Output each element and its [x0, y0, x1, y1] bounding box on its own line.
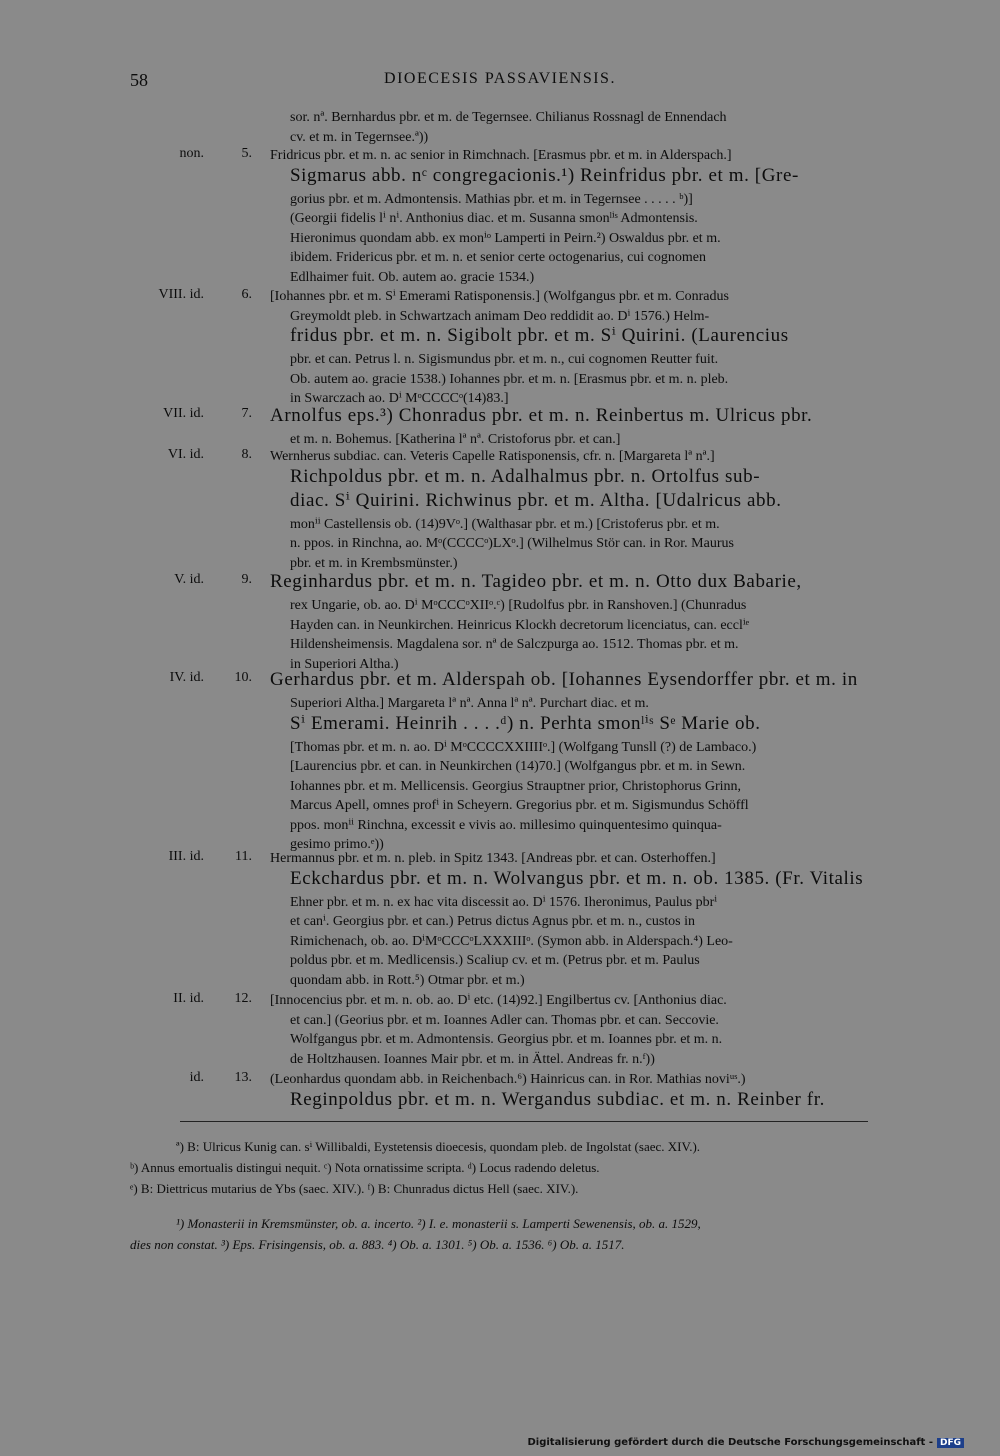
entry-date: II. id. — [173, 991, 204, 1006]
entry-text-line: [Laurencius pbr. et can. in Neunkirchen (14)70.] (Wolfgangus pbr. et m. in Sewn. — [290, 759, 746, 774]
entry-text-line: et canⁱ. Georgius pbr. et can.) Petrus dictus Agnus pbr. et m. n., custos in — [290, 914, 696, 929]
entry-text-line: Hayden can. in Neunkirchen. Heinricus Klockh decretorum licenciatus, can. ecclⁱᵉ — [290, 617, 750, 633]
entry-text-line: [Innocencius pbr. et m. n. ob. ao. Dⁱ etc. (14)92.] Engilbertus cv. [Anthonius diac. — [270, 993, 727, 1008]
entry-date: non. — [179, 146, 204, 161]
entry-text-line: Hildensheimensis. Magdalena sor. nª de Salczpurga ao. 1512. Thomas pbr. et m. — [290, 637, 739, 652]
entry-text-line: ppos. monⁱⁱ Rinchna, excessit e vivis ao. millesimo quinquentesimo quinqua- — [290, 817, 722, 833]
entry-text-line: pbr. et can. Petrus l. n. Sigismundus pbr. et m. n., cui cognomen Reutter fuit. — [290, 352, 719, 367]
entry-date: VI. id. — [167, 447, 204, 462]
entry-date: IV. id. — [169, 670, 204, 685]
commentary-line: ¹) Monasterii in Kremsmünster, ob. a. incerto. ²) I. e. monasterii s. Lamperti Sewenensis, ob. a. 1529, — [176, 1216, 701, 1231]
running-title: DIOECESIS PASSAVIENSIS. — [384, 70, 616, 87]
entry-text-line: Wolfgangus pbr. et m. Admontensis. Georgius pbr. et m. Ioannes pbr. et m. n. — [290, 1032, 723, 1047]
credit-text: Digitalisierung gefördert durch die Deutsche Forschungsgemeinschaft - — [527, 1437, 933, 1448]
entry-text-line: pbr. et m. in Krembsmünster.) — [290, 555, 458, 571]
entry-date: VIII. id. — [158, 287, 204, 302]
entry-day-number: 9. — [241, 572, 252, 587]
entry-text-line: et can.] (Georius pbr. et m. Ioannes Adler can. Thomas pbr. et can. Seccovie. — [290, 1012, 719, 1028]
entry-day-number: 12. — [234, 991, 252, 1006]
entry-text-line: poldus pbr. et m. Medlicensis.) Scaliup cv. et m. (Petrus pbr. et m. Paulus — [290, 953, 700, 968]
entry-text-line: Wernherus subdiac. can. Veteris Capelle Ratisponensis, cfr. n. [Margareta lª nª.] — [270, 449, 715, 464]
entry-text-line: [Iohannes pbr. et m. Sⁱ Emerami Ratisponensis.] (Wolfgangus pbr. et m. Conradus — [270, 289, 729, 304]
entry-text-line: Ob. autem ao. gracie 1538.) Iohannes pbr. et m. n. [Erasmus pbr. et m. n. pleb. — [290, 371, 729, 387]
footnote-rule — [180, 1121, 868, 1122]
entry-text-line: fridus pbr. et m. n. Sigibolt pbr. et m. Sⁱ Quirini. (Laurencius — [290, 325, 789, 346]
entry-day-number: 5. — [241, 146, 252, 161]
entry-text-line: quondam abb. in Rott.⁵) Otmar pbr. et m.) — [290, 972, 525, 988]
entry-text-line: rex Ungarie, ob. ao. Dⁱ MᵒCCCᵒXIIᵒ.ᶜ) [Rudolfus pbr. in Ranshoven.] (Chunradus — [290, 598, 747, 613]
entry-text-line: de Holtzhausen. Ioannes Mair pbr. et m. in Ättel. Andreas fr. n.ᶠ)) — [290, 1051, 655, 1067]
entry-text-line: Reginpoldus pbr. et m. n. Wergandus subdiac. et m. n. Reinber fr. — [290, 1088, 825, 1110]
entry-text-line: monⁱⁱ Castellensis ob. (14)9Vᵒ.] (Walthasar pbr. et m.) [Cristoferus pbr. et m. — [290, 516, 720, 532]
entry-text-line: cv. et m. in Tegernsee.ª)) — [290, 129, 429, 145]
entry-text-line: Arnolfus eps.³) Chonradus pbr. et m. n. Reinbertus m. Ulricus pbr. — [270, 405, 813, 426]
digitization-credit — [527, 1437, 964, 1448]
entry-text-line: Sⁱ Emerami. Heinrih . . . .ᵈ) n. Perhta smonˡⁱˢ Sᵉ Marie ob. — [290, 712, 761, 734]
entry-date: V. id. — [174, 572, 204, 587]
footnote-line: ª) B: Ulricus Kunig can. sⁱ Willibaldi, Eystetensis dioecesis, quondam pleb. de Ingolstat (saec. XIV.). — [176, 1139, 701, 1154]
entry-text-line: Marcus Apell, omnes profⁱ in Scheyern. Gregorius pbr. et m. Sigismundus Schöffl — [290, 798, 749, 813]
entry-text-line: gesimo primo.ᵉ)) — [290, 837, 384, 852]
entry-text-line: Fridricus pbr. et m. n. ac senior in Rimchnach. [Erasmus pbr. et m. in Alderspach.] — [270, 148, 732, 163]
entry-text-line: Rimichenach, ob. ao. DⁱMᵒCCCᵒLXXXIIIᵒ. (Symon abb. in Alderspach.⁴) Leo- — [290, 933, 733, 949]
entry-date: id. — [189, 1070, 204, 1085]
entry-text-line: Hermannus pbr. et m. n. pleb. in Spitz 1343. [Andreas pbr. et can. Osterhoffen.] — [270, 851, 716, 866]
page-number: 58 — [130, 70, 148, 90]
entry-text-line: (Georgii fidelis lⁱ nⁱ. Anthonius diac. et m. Susanna smonˡⁱˢ Admontensis. — [290, 211, 698, 226]
entry-text-line: Superiori Altha.] Margareta lª nª. Anna lª nª. Purchart diac. et m. — [290, 696, 649, 711]
entry-text-line: Ehner pbr. et m. n. ex hac vita discessit ao. Dⁱ 1576. Iheronimus, Paulus pbrⁱ — [290, 894, 718, 910]
entry-day-number: 8. — [241, 447, 252, 462]
entry-text-line: in Swarczach ao. Dⁱ MᵒCCCCᵒ(14)83.] — [290, 391, 509, 406]
entry-text-line: diac. Sⁱ Quirini. Richwinus pbr. et m. Altha. [Udalricus abb. — [290, 489, 782, 511]
entry-text-line: (Leonhardus quondam abb. in Reichenbach.⁶) Hainricus can. in Ror. Mathias noviᵘˢ.) — [270, 1072, 746, 1087]
entry-text-line: Hieronimus quondam abb. ex monⁱᵒ Lamperti in Peirn.²) Oswaldus pbr. et m. — [290, 230, 721, 246]
entry-text-line: gorius pbr. et m. Admontensis. Mathias pbr. et m. in Tegernsee . . . . . ᵇ)] — [290, 191, 693, 207]
footnote-line: ᵉ) B: Diettricus mutarius de Ybs (saec. XIV.). ᶠ) B: Chunradus dictus Hell (saec. XIV.). — [130, 1181, 579, 1196]
entry-text-line: Edlhaimer fuit. Ob. autem ao. gracie 1534.) — [290, 269, 535, 285]
footnote-line: ᵇ) Annus emortualis distingui nequit. ᶜ) Nota ornatissime scripta. ᵈ) Locus radendo deletus. — [130, 1160, 600, 1175]
entry-text-line: Gerhardus pbr. et m. Alderspah ob. [Iohannes Eysendorffer pbr. et m. in — [270, 669, 858, 690]
entry-date: III. id. — [168, 849, 204, 864]
entry-text-line: [Thomas pbr. et m. n. ao. Dⁱ MᵒCCCCXXIIIIᵒ.] (Wolfgang Tunsll (?) de Lambaco.) — [290, 739, 757, 755]
commentary-line: dies non constat. ³) Eps. Frisingensis, ob. a. 883. ⁴) Ob. a. 1301. ⁵) Ob. a. 1536. ⁶) Ob. a. 1517. — [130, 1237, 625, 1252]
entry-text-line: in Superiori Altha.) — [290, 656, 399, 672]
entry-text-line: Richpoldus pbr. et m. n. Adalhalmus pbr. n. Ortolfus sub- — [290, 465, 761, 487]
entry-text-line: sor. nª. Bernhardus pbr. et m. de Tegernsee. Chilianus Rossnagl de Ennendach — [290, 110, 727, 125]
entry-date: VII. id. — [163, 406, 204, 421]
entry-text-line: Sigmarus abb. nᶜ congregacionis.¹) Reinfridus pbr. et m. [Gre- — [290, 164, 799, 186]
entry-text-line: Greymoldt pleb. in Schwartzach animam Deo reddidit ao. Dⁱ 1576.) Helm- — [290, 308, 710, 324]
entry-text-line: Eckchardus pbr. et m. n. Wolvangus pbr. et m. n. ob. 1385. (Fr. Vitalis — [290, 867, 864, 889]
entry-text-line: n. ppos. in Rinchna, ao. Mᵒ(CCCCᵒ)LXᵒ.] (Wilhelmus Stör can. in Ror. Maurus — [290, 536, 734, 551]
entry-text-line: Iohannes pbr. et m. Mellicensis. Georgius Strauptner prior, Christophorus Grinn, — [290, 778, 742, 794]
entry-day-number: 11. — [235, 849, 252, 864]
entry-day-number: 6. — [241, 287, 252, 302]
dfg-logo-icon: DFG — [937, 1438, 964, 1448]
entry-day-number: 13. — [234, 1070, 252, 1085]
entry-day-number: 10. — [234, 670, 252, 685]
entry-text-line: et m. n. Bohemus. [Katherina lª nª. Cristoforus pbr. et can.] — [290, 432, 621, 447]
entry-text-line: Reginhardus pbr. et m. n. Tagideo pbr. et m. n. Otto dux Babarie, — [270, 571, 802, 592]
entry-text-line: ibidem. Fridericus pbr. et m. n. et senior certe octogenarius, cui cognomen — [290, 250, 706, 265]
entry-day-number: 7. — [241, 406, 252, 421]
